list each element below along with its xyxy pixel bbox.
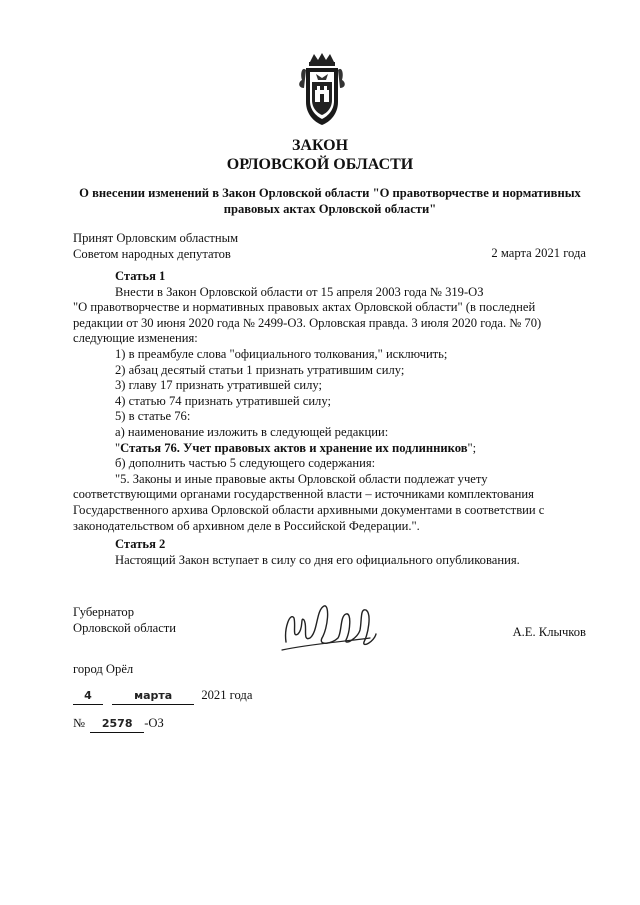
text-line: законодательством об архивном деле в Российской Федерации.". [73, 518, 420, 533]
text-line: Внести в Закон Орловской области от 15 апреля 2003 года № 319-ОЗ [115, 284, 484, 299]
adoption-line: Принят Орловским областным [73, 231, 239, 245]
adoption-line: Советом народных депутатов [73, 246, 231, 261]
position-line: Губернатор [73, 605, 134, 619]
amendment-item: 4) статью 74 признать утратившей силу; [115, 393, 331, 408]
date-month: марта [112, 688, 194, 705]
quote-close: "; [467, 440, 477, 455]
text-line: редакции от 30 июня 2020 года № 2499-ОЗ. Орловская правда. 3 июля 2020 года. № 70) [73, 315, 542, 330]
amendment-item: а) наименование изложить в следующей редакции: [115, 424, 389, 439]
text-line: "5. Законы и иные правовые акты Орловской области подлежат учету [115, 471, 488, 486]
text-line: Государственного архива Орловской области архивными документами в соответствии с [73, 502, 545, 517]
text-line: "О правотворчестве и нормативных правовых актах Орловской области" (в последней [73, 300, 536, 315]
signatory-name: А.Е. Клычков [512, 625, 586, 639]
quote-open: " [115, 440, 121, 455]
part-5-text [73, 472, 586, 534]
article-1-heading: Статья 1 [115, 269, 166, 283]
signatory-position [73, 605, 176, 636]
law-number [73, 716, 164, 733]
new-article-title-text: Статья 76. Учет правовых актов и хранение их подлинников [120, 440, 468, 455]
document-authority-title: ОРЛОВСКОЙ ОБЛАСТИ [226, 156, 414, 173]
law-subtitle-line: правовых актах Орловской области" [223, 201, 437, 216]
new-article-title [73, 441, 586, 457]
coat-of-arms-icon [296, 52, 348, 126]
text-line: соответствующими органами государственной власти – источниками комплектования [73, 487, 534, 502]
number-sign: № [73, 716, 86, 730]
amendment-item: 1) в преамбуле слова "официального толкования," исключить; [115, 346, 448, 361]
position-line: Орловской области [73, 620, 177, 635]
law-subtitle-line: О внесении изменений в Закон Орловской области "О правотворчестве и нормативных [79, 186, 581, 200]
date-year: 2021 года [201, 688, 253, 702]
adoption-info [73, 231, 238, 262]
amendment-item: 3) главу 17 признать утратившей силу; [115, 378, 323, 393]
article-2 [73, 537, 586, 568]
city-line: город Орёл [73, 662, 134, 676]
number-value: 2578 [90, 716, 144, 733]
amendment-item: 5) в статье 76: [115, 409, 191, 424]
adoption-date: 2 марта 2021 года [491, 246, 586, 260]
signing-date [73, 688, 252, 705]
law-subtitle [60, 186, 600, 217]
amendment-item: б) дополнить частью 5 следующего содержания: [115, 456, 376, 471]
article-2-heading: Статья 2 [115, 537, 166, 551]
document-type-title: ЗАКОН [291, 137, 349, 154]
number-suffix: -ОЗ [144, 716, 164, 730]
article-1 [73, 269, 586, 534]
amendment-item: 2) абзац десятый статьи 1 признать утратившим силу; [115, 362, 405, 377]
text-line: следующие изменения: [73, 331, 198, 346]
article-2-text: Настоящий Закон вступает в силу со дня его официального опубликования. [115, 552, 520, 567]
article-1-intro [73, 285, 586, 347]
date-day: 4 [73, 688, 103, 705]
handwritten-signature [280, 598, 380, 656]
